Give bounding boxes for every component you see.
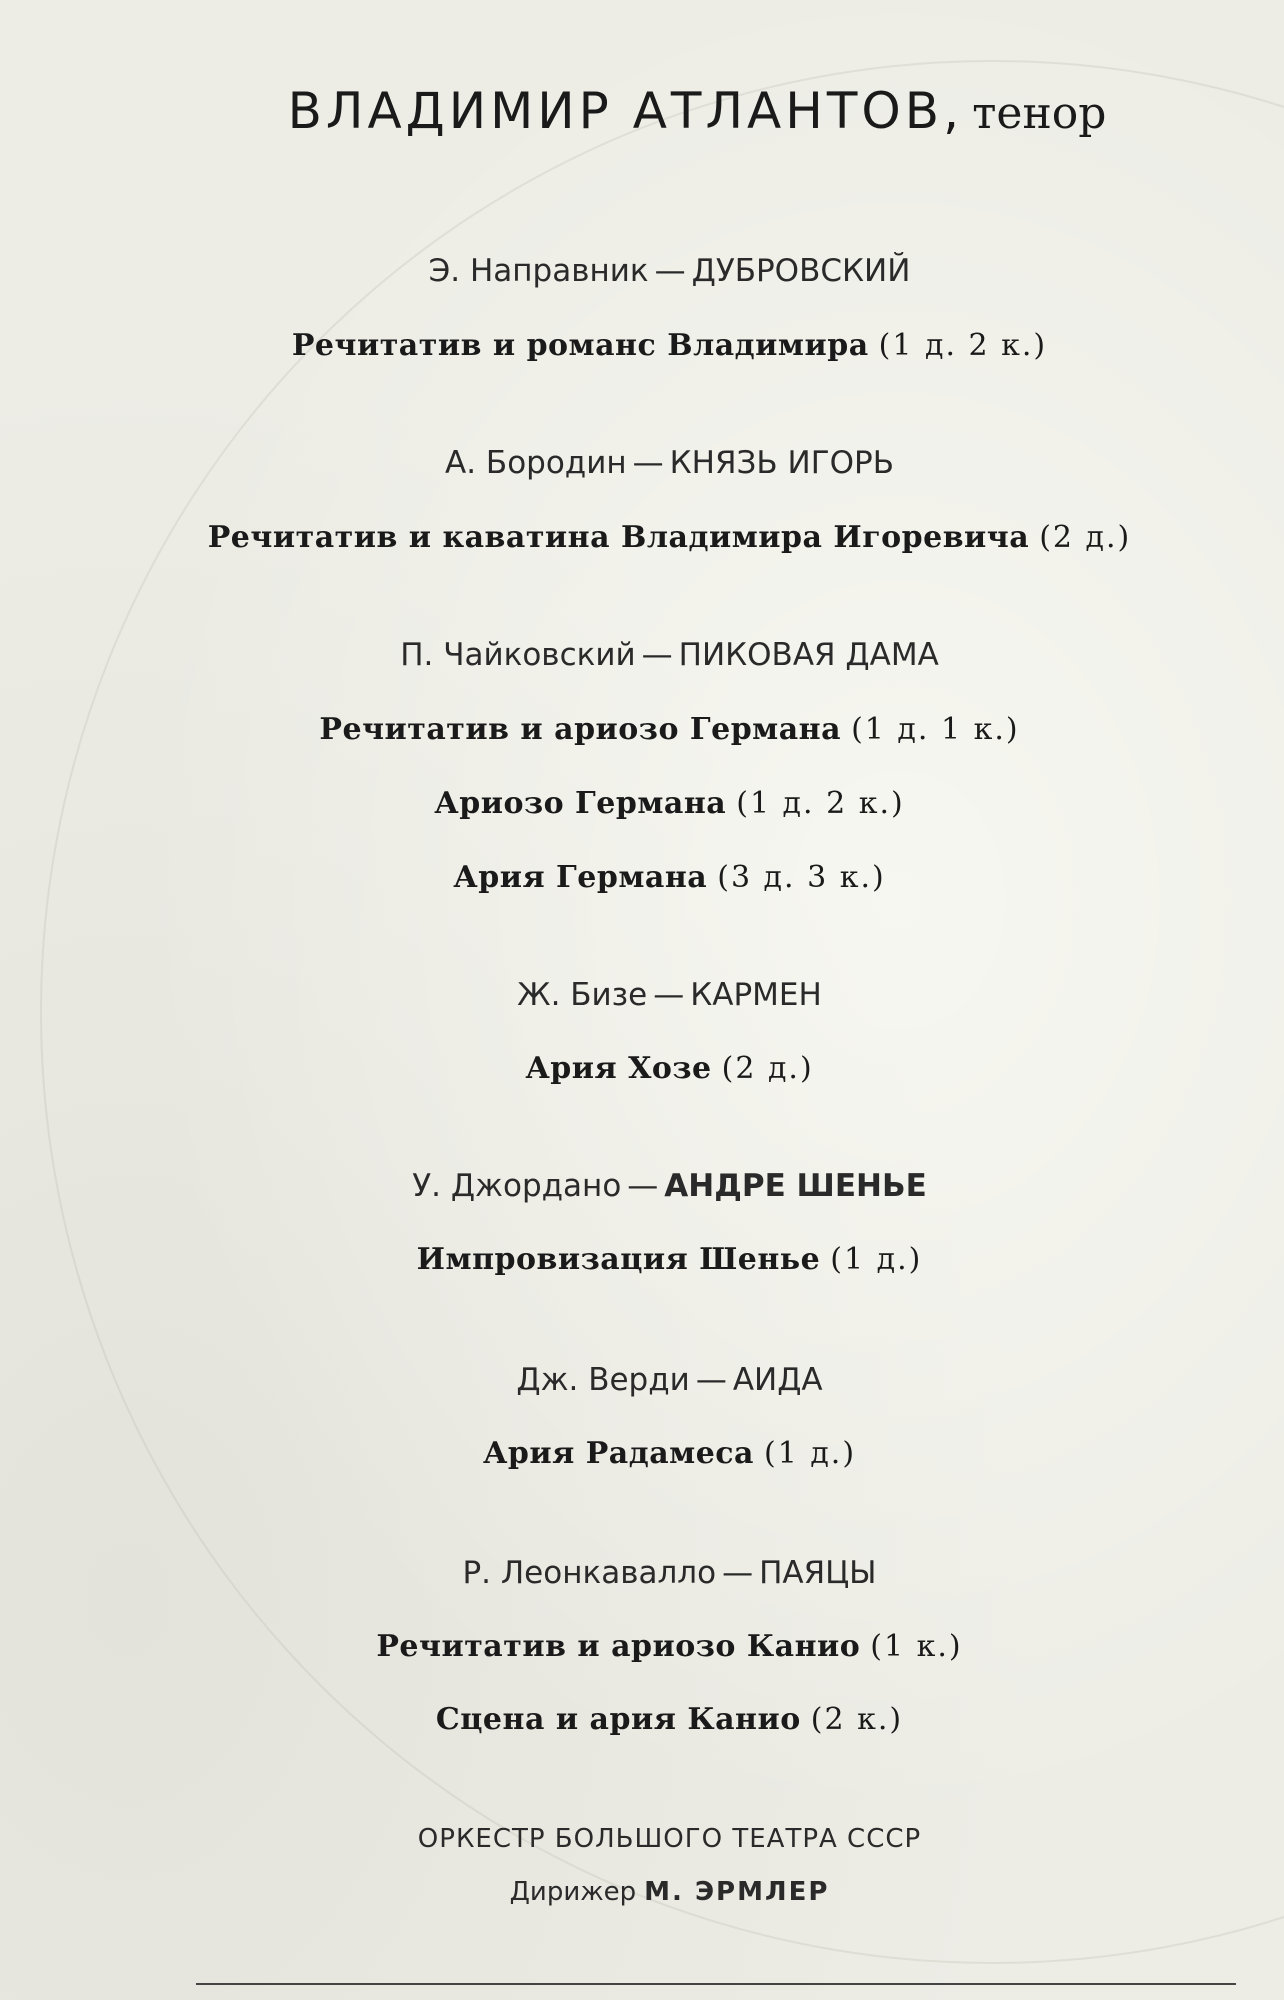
aria-title: Речитатив и романс Владимира	[291, 328, 869, 363]
opera-title: КАРМЕН	[690, 977, 822, 1013]
composer-name: Р. Леонкавалло	[462, 1555, 717, 1591]
performer-name: ВЛАДИМИР АТЛАНТОВ,	[287, 82, 963, 140]
act-scene-ref: (2 к.)	[810, 1702, 904, 1737]
aria-title: Речитатив и ариозо Канио	[376, 1629, 861, 1664]
opera-title: ПАЯЦЫ	[759, 1555, 877, 1591]
dash: —	[641, 637, 673, 673]
aria-title: Сцена и ария Канио	[435, 1702, 801, 1737]
aria-line	[0, 1051, 1284, 1086]
dash: —	[654, 253, 686, 289]
aria-line	[0, 520, 1284, 555]
aria-title: Ария Хозе	[525, 1051, 712, 1086]
opera-title: КНЯЗЬ ИГОРЬ	[669, 445, 894, 481]
orchestra-credit: ОРКЕСТР БОЛЬШОГО ТЕАТРА СССР	[417, 1824, 922, 1854]
aria-line	[0, 1629, 1284, 1664]
opera-heading	[0, 445, 1284, 481]
dash: —	[695, 1362, 727, 1398]
opera-heading	[0, 1362, 1284, 1398]
conductor-name: М. ЭРМЛЕР	[644, 1877, 830, 1907]
dash: —	[632, 445, 664, 481]
aria-title: Импровизация Шенье	[416, 1242, 821, 1277]
composer-name: У. Джордано	[412, 1168, 622, 1204]
composer-name: Дж. Верди	[516, 1362, 690, 1398]
aria-line	[0, 712, 1284, 747]
aria-line	[0, 1702, 1284, 1737]
aria-line	[0, 786, 1284, 821]
conductor-label: Дирижер	[509, 1877, 637, 1907]
dash: —	[627, 1168, 659, 1204]
opera-heading	[0, 1555, 1284, 1591]
opera-heading	[0, 253, 1284, 289]
aria-title: Речитатив и каватина Владимира Игоревича	[207, 520, 1030, 555]
act-scene-ref: (2 д.)	[1039, 520, 1132, 555]
aria-title: Ария Радамеса	[482, 1436, 754, 1471]
aria-line	[0, 1436, 1284, 1471]
voice-type: тенор	[972, 88, 1107, 139]
act-scene-ref: (1 д.)	[764, 1436, 857, 1471]
aria-line	[0, 328, 1284, 363]
opera-heading	[0, 977, 1284, 1013]
performer-title	[0, 82, 1284, 140]
act-scene-ref: (1 д.)	[830, 1242, 923, 1277]
opera-heading	[0, 1168, 1284, 1204]
opera-title: ДУБРОВСКИЙ	[691, 253, 911, 289]
conductor-credit	[0, 1877, 1284, 1907]
dash: —	[722, 1555, 754, 1591]
opera-title: АИДА	[732, 1362, 823, 1398]
act-scene-ref: (1 к.)	[870, 1629, 963, 1664]
act-scene-ref: (1 д. 1 к.)	[851, 712, 1020, 747]
opera-title: АНДРЕ ШЕНЬЕ	[664, 1168, 927, 1204]
aria-title: Ариозо Германа	[434, 786, 727, 821]
opera-title: ПИКОВАЯ ДАМА	[678, 637, 939, 673]
opera-heading	[0, 637, 1284, 673]
aria-title: Речитатив и ариозо Германа	[319, 712, 842, 747]
act-scene-ref: (1 д. 2 к.)	[878, 328, 1048, 363]
bottom-divider	[196, 1983, 1236, 1985]
aria-title: Ария Германа	[453, 860, 708, 895]
composer-name: Э. Направник	[428, 253, 649, 289]
composer-name: П. Чайковский	[400, 637, 636, 673]
act-scene-ref: (3 д. 3 к.)	[717, 860, 886, 895]
composer-name: А. Бородин	[445, 445, 627, 481]
act-scene-ref: (1 д. 2 к.)	[736, 786, 905, 821]
aria-line	[0, 860, 1284, 895]
dash: —	[653, 977, 685, 1013]
aria-line	[0, 1242, 1284, 1277]
act-scene-ref: (2 д.)	[721, 1051, 814, 1086]
composer-name: Ж. Бизе	[517, 977, 648, 1013]
